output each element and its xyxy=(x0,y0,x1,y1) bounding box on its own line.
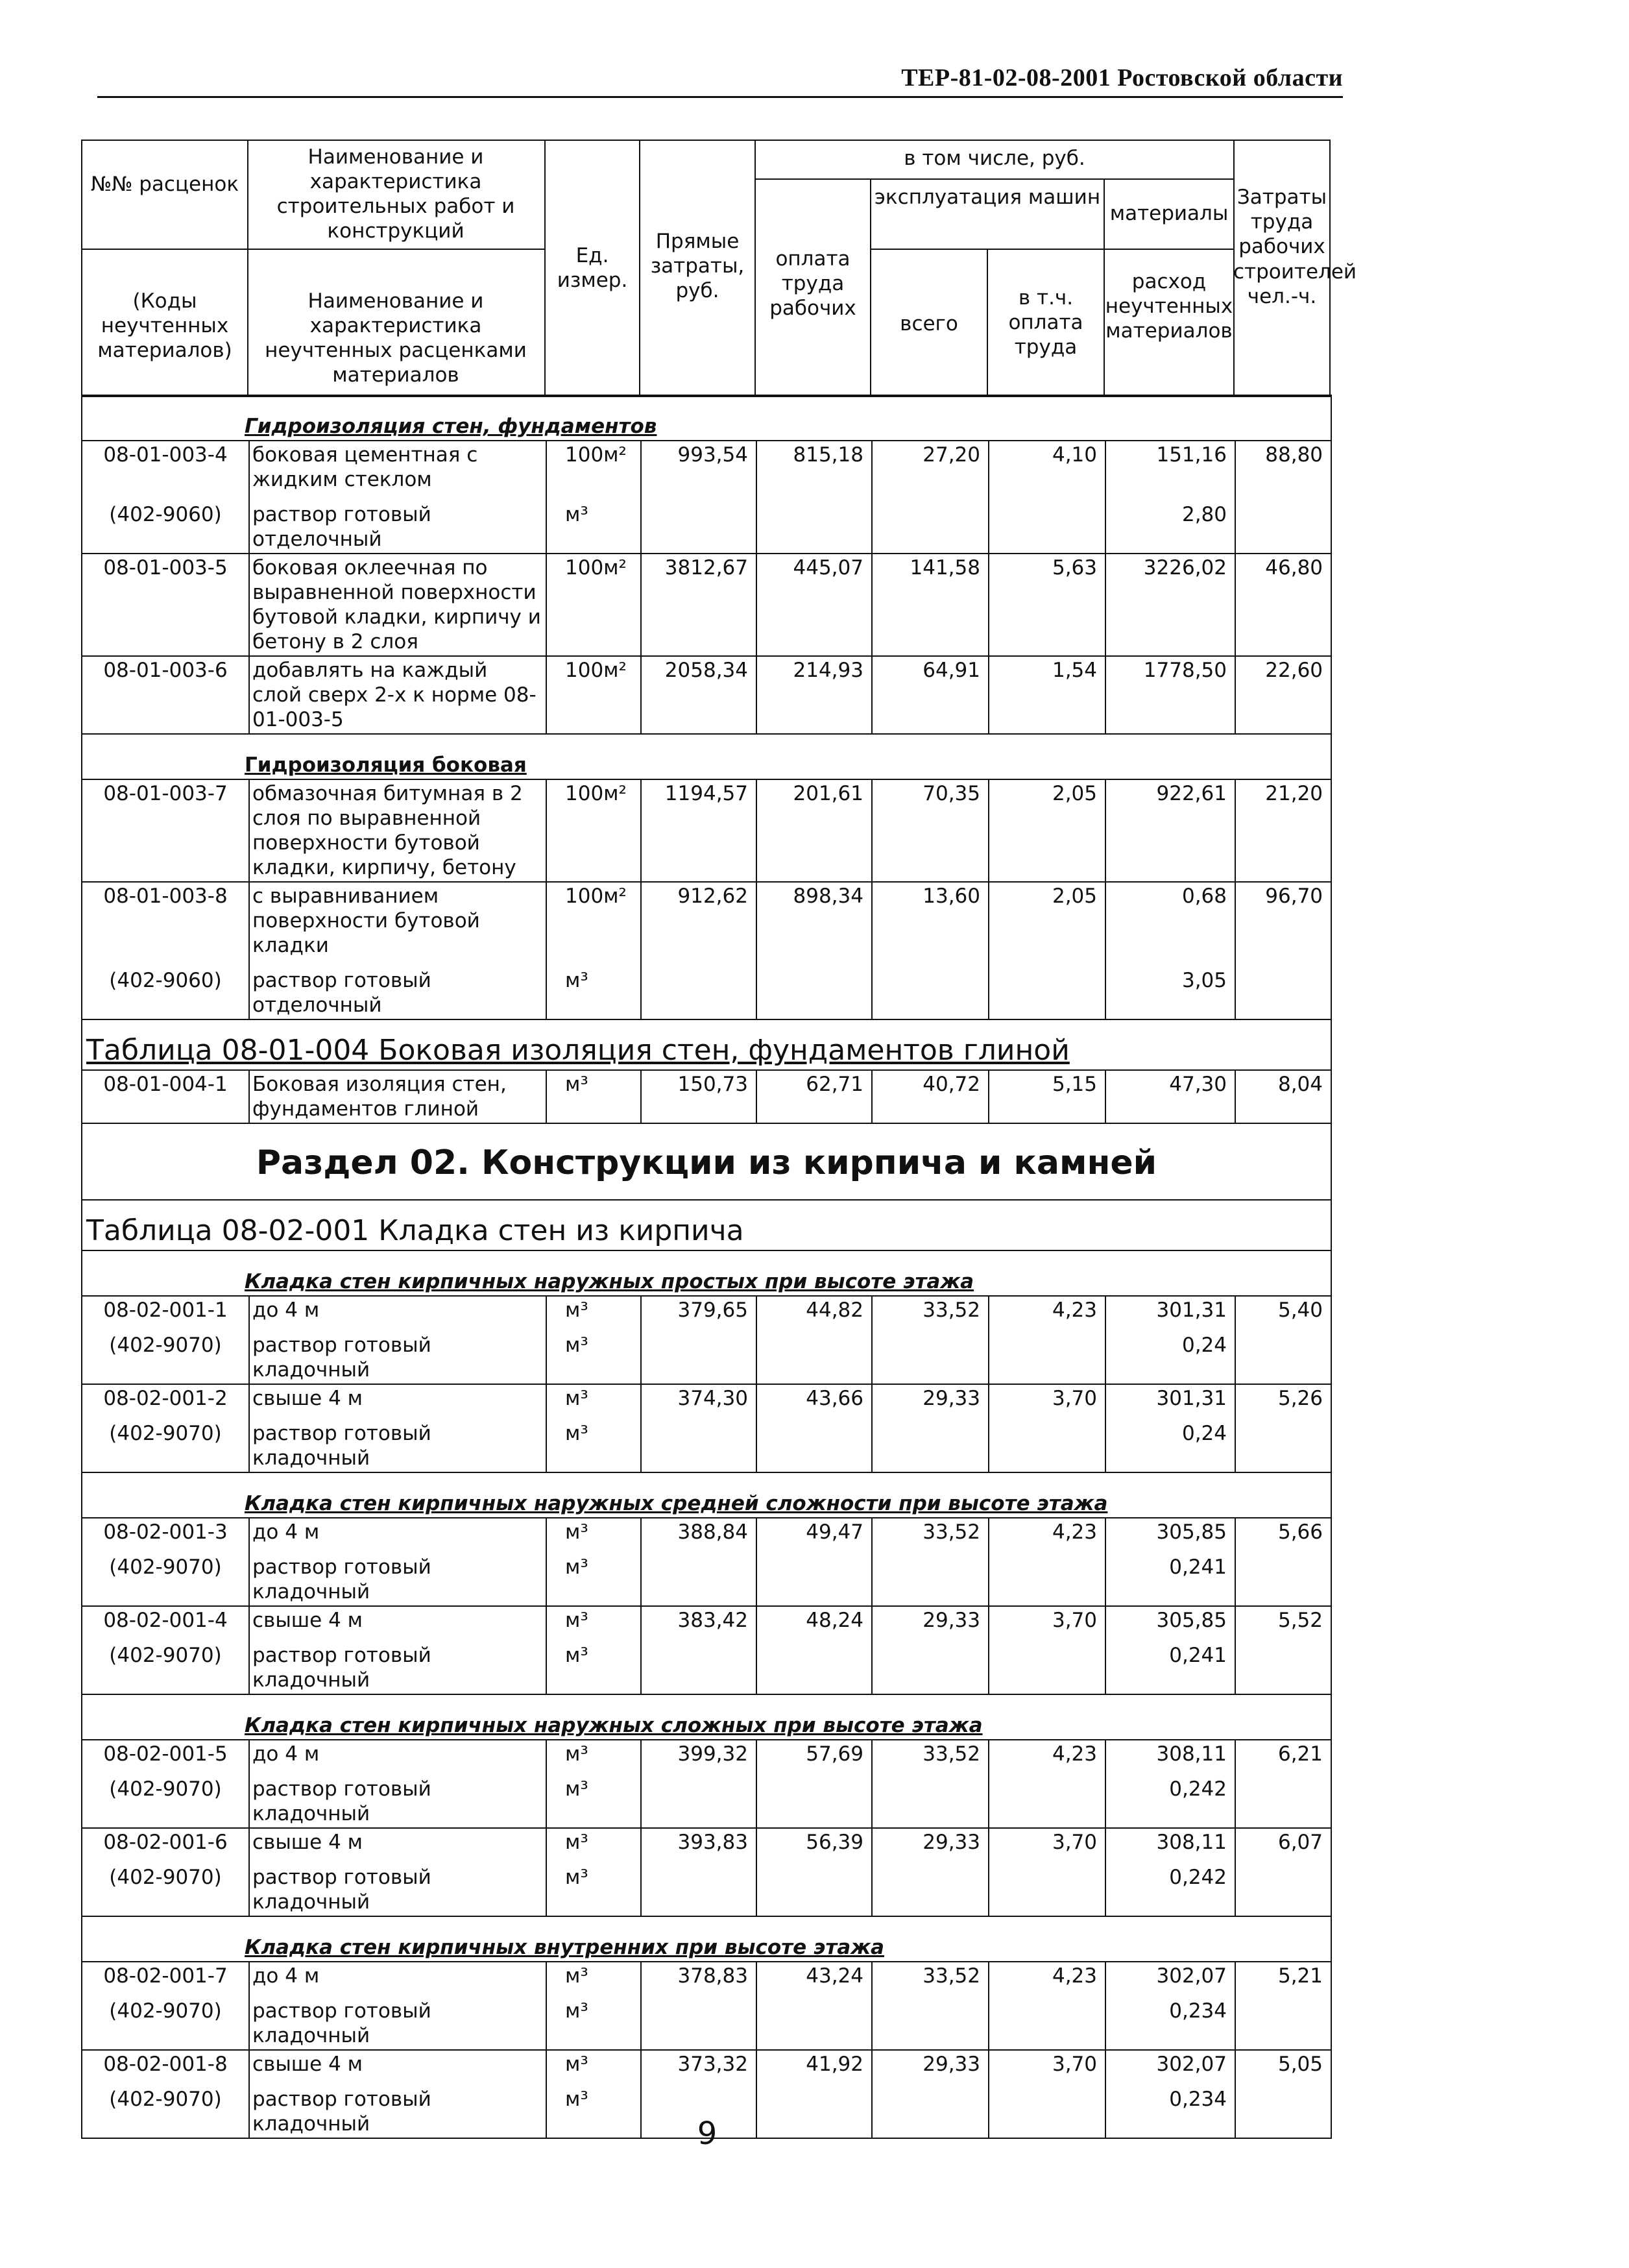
header-materials-divider xyxy=(1104,249,1235,250)
rate-direct-cost xyxy=(641,1324,756,1384)
rate-code: 08-02-001-8 xyxy=(82,2050,249,2078)
rate-machines-total xyxy=(872,1412,989,1472)
material-row xyxy=(82,1856,1331,1916)
rate-direct-cost: 993,54 xyxy=(641,441,756,493)
rate-name: боковая цементная с жидким стеклом xyxy=(249,441,546,493)
rate-machines-labor: 3,70 xyxy=(989,1384,1105,1412)
rate-materials: 3,05 xyxy=(1105,959,1235,1019)
rate-materials: 0,68 xyxy=(1105,882,1235,959)
rate-materials: 1778,50 xyxy=(1105,656,1235,734)
rate-labor-pay: 815,18 xyxy=(756,441,872,493)
rate-labor-pay xyxy=(756,2078,872,2138)
rate-code: 08-01-003-7 xyxy=(82,779,249,882)
rate-unit: 100м² xyxy=(546,779,641,882)
rate-machines-total: 29,33 xyxy=(872,2050,989,2078)
rate-unit: м³ xyxy=(546,1606,641,1634)
header-code-sub-label: (Коды неучтенных материалов) xyxy=(97,289,232,362)
rate-name: свыше 4 м xyxy=(249,2050,546,2078)
header-labor-pay-label: оплата труда рабочих xyxy=(769,247,856,320)
rate-labor-pay xyxy=(756,1856,872,1916)
rate-labor-cost: 88,80 xyxy=(1235,441,1331,493)
rate-unit: м³ xyxy=(546,1828,641,1856)
rate-direct-cost xyxy=(641,1412,756,1472)
rate-materials: 0,24 xyxy=(1105,1412,1235,1472)
rate-direct-cost: 399,32 xyxy=(641,1740,756,1768)
rate-row xyxy=(82,441,1331,493)
rate-materials: 0,241 xyxy=(1105,1634,1235,1694)
rate-row xyxy=(82,882,1331,959)
rate-name: раствор готовый кладочный xyxy=(249,2078,546,2138)
rate-direct-cost: 3812,67 xyxy=(641,554,756,656)
rate-materials: 151,16 xyxy=(1105,441,1235,493)
rate-name: с выравниванием поверхности бутовой кладки xyxy=(249,882,546,959)
header-unit-label: Ед. измер. xyxy=(557,244,628,292)
rate-direct-cost xyxy=(641,1546,756,1606)
rate-machines-total: 29,33 xyxy=(872,1828,989,1856)
rate-unit: м³ xyxy=(546,2050,641,2078)
rate-direct-cost xyxy=(641,1990,756,2050)
rate-direct-cost: 912,62 xyxy=(641,882,756,959)
header-code-divider xyxy=(81,249,248,250)
rate-name: Боковая изоляция стен, фундаментов глиной xyxy=(249,1070,546,1123)
rate-code: (402-9070) xyxy=(82,1546,249,1606)
rate-labor-cost: 96,70 xyxy=(1235,882,1331,959)
rate-name: обмазочная битумная в 2 слоя по выравненной поверхности бутовой кладки, кирпичу, бетону xyxy=(249,779,546,882)
rate-code: (402-9060) xyxy=(82,493,249,554)
rate-materials: 2,80 xyxy=(1105,493,1235,554)
rate-machines-labor xyxy=(989,1856,1105,1916)
rate-code: 08-02-001-7 xyxy=(82,1962,249,1990)
section-header-row xyxy=(82,734,1331,779)
rate-machines-labor xyxy=(989,2078,1105,2138)
rate-machines-total xyxy=(872,1768,989,1828)
rate-unit: м³ xyxy=(546,1412,641,1472)
section-header: Кладка стен кирпичных наружных простых при высоте этажа xyxy=(82,1250,1331,1296)
rate-name: раствор готовый кладочный xyxy=(249,1412,546,1472)
rate-code: 08-01-003-5 xyxy=(82,554,249,656)
rate-materials: 922,61 xyxy=(1105,779,1235,882)
rate-labor-cost: 46,80 xyxy=(1235,554,1331,656)
rate-machines-labor: 4,23 xyxy=(989,1740,1105,1768)
section-header: Кладка стен кирпичных внутренних при высоте этажа xyxy=(82,1916,1331,1962)
rate-labor-cost xyxy=(1235,1324,1331,1384)
rate-machines-total: 33,52 xyxy=(872,1962,989,1990)
rate-unit: 100м² xyxy=(546,656,641,734)
rate-direct-cost: 1194,57 xyxy=(641,779,756,882)
rate-row xyxy=(82,656,1331,734)
rate-direct-cost xyxy=(641,959,756,1019)
rate-labor-pay xyxy=(756,1412,872,1472)
rate-labor-pay: 56,39 xyxy=(756,1828,872,1856)
rate-name: свыше 4 м xyxy=(249,1606,546,1634)
rate-labor-pay: 44,82 xyxy=(756,1296,872,1324)
rate-labor-pay xyxy=(756,1324,872,1384)
rate-unit: м³ xyxy=(546,1384,641,1412)
section-header-row xyxy=(82,1694,1331,1740)
header-machines-total-label: всего xyxy=(900,312,958,335)
rate-labor-pay xyxy=(756,1546,872,1606)
rate-machines-total xyxy=(872,1634,989,1694)
rate-direct-cost: 379,65 xyxy=(641,1296,756,1324)
rate-name: добавлять на каждый слой сверх 2-х к норме 08-01-003-5 xyxy=(249,656,546,734)
rate-unit: 100м² xyxy=(546,554,641,656)
material-row xyxy=(82,959,1331,1019)
table-title-row xyxy=(82,1019,1331,1070)
header-materials-label: материалы xyxy=(1109,202,1229,225)
rate-direct-cost xyxy=(641,1768,756,1828)
rate-name: раствор готовый кладочный xyxy=(249,1856,546,1916)
rate-code: (402-9070) xyxy=(82,2078,249,2138)
rate-direct-cost: 388,84 xyxy=(641,1518,756,1546)
rate-labor-cost xyxy=(1235,1990,1331,2050)
rate-row xyxy=(82,1962,1331,1990)
rate-labor-pay: 201,61 xyxy=(756,779,872,882)
rate-machines-labor xyxy=(989,1546,1105,1606)
rate-name: раствор готовый отделочный xyxy=(249,959,546,1019)
rate-labor-cost xyxy=(1235,2078,1331,2138)
rate-materials: 301,31 xyxy=(1105,1296,1235,1324)
rate-labor-pay: 43,24 xyxy=(756,1962,872,1990)
rate-labor-pay: 445,07 xyxy=(756,554,872,656)
material-row xyxy=(82,1324,1331,1384)
material-row xyxy=(82,493,1331,554)
rate-labor-cost: 5,21 xyxy=(1235,1962,1331,1990)
rate-code: (402-9070) xyxy=(82,1634,249,1694)
rate-row xyxy=(82,1606,1331,1634)
rate-materials: 305,85 xyxy=(1105,1518,1235,1546)
material-row xyxy=(82,1412,1331,1472)
rate-direct-cost xyxy=(641,1856,756,1916)
rate-machines-total: 64,91 xyxy=(872,656,989,734)
rate-materials: 302,07 xyxy=(1105,2050,1235,2078)
rate-machines-total: 13,60 xyxy=(872,882,989,959)
rate-code: (402-9070) xyxy=(82,1412,249,1472)
rate-unit: м³ xyxy=(546,1990,641,2050)
rate-machines-labor: 5,63 xyxy=(989,554,1105,656)
rate-machines-total: 33,52 xyxy=(872,1518,989,1546)
rate-materials: 308,11 xyxy=(1105,1828,1235,1856)
rate-code: 08-01-004-1 xyxy=(82,1070,249,1123)
rate-code: (402-9070) xyxy=(82,1990,249,2050)
rate-labor-pay: 898,34 xyxy=(756,882,872,959)
material-row xyxy=(82,1634,1331,1694)
part-title: Раздел 02. Конструкции из кирпича и камней xyxy=(82,1123,1331,1200)
section-header-row xyxy=(82,1472,1331,1518)
rate-row xyxy=(82,2050,1331,2078)
rate-code: (402-9060) xyxy=(82,959,249,1019)
rate-unit: м³ xyxy=(546,1856,641,1916)
header-materials-sub-label: расход неучтенных материалов xyxy=(1105,270,1233,343)
rate-unit: м³ xyxy=(546,1518,641,1546)
rate-materials: 0,24 xyxy=(1105,1324,1235,1384)
rate-name: до 4 м xyxy=(249,1740,546,1768)
rate-machines-total: 29,33 xyxy=(872,1384,989,1412)
rate-labor-pay xyxy=(756,1990,872,2050)
rate-materials: 0,242 xyxy=(1105,1768,1235,1828)
rate-machines-total: 27,20 xyxy=(872,441,989,493)
rate-code: 08-01-003-4 xyxy=(82,441,249,493)
part-title-row xyxy=(82,1123,1331,1200)
section-header: Гидроизоляция боковая xyxy=(82,734,1331,779)
rate-code: (402-9070) xyxy=(82,1768,249,1828)
rate-materials: 0,234 xyxy=(1105,1990,1235,2050)
rate-labor-cost xyxy=(1235,1768,1331,1828)
rate-code: (402-9070) xyxy=(82,1856,249,1916)
rate-unit: м³ xyxy=(546,1546,641,1606)
rate-row xyxy=(82,1296,1331,1324)
material-row xyxy=(82,1768,1331,1828)
rate-name: раствор готовый кладочный xyxy=(249,1324,546,1384)
rate-machines-labor: 4,10 xyxy=(989,441,1105,493)
rate-code: 08-01-003-8 xyxy=(82,882,249,959)
rate-unit: м³ xyxy=(546,1768,641,1828)
rate-machines-total xyxy=(872,1546,989,1606)
rate-machines-total xyxy=(872,1324,989,1384)
rate-unit: 100м² xyxy=(546,441,641,493)
rate-materials: 308,11 xyxy=(1105,1740,1235,1768)
rate-labor-pay: 62,71 xyxy=(756,1070,872,1123)
rate-labor-cost: 21,20 xyxy=(1235,779,1331,882)
rate-machines-total: 29,33 xyxy=(872,1606,989,1634)
rate-labor-cost: 5,05 xyxy=(1235,2050,1331,2078)
rate-machines-labor xyxy=(989,1990,1105,2050)
rate-direct-cost: 383,42 xyxy=(641,1606,756,1634)
section-header-row xyxy=(82,395,1331,441)
rate-machines-labor: 3,70 xyxy=(989,1606,1105,1634)
header-incl-label: в том числе, руб. xyxy=(904,147,1085,170)
rate-name: до 4 м xyxy=(249,1296,546,1324)
rate-machines-total: 141,58 xyxy=(872,554,989,656)
rate-machines-labor xyxy=(989,1768,1105,1828)
rate-code: 08-02-001-2 xyxy=(82,1384,249,1412)
rate-unit: м³ xyxy=(546,959,641,1019)
rate-materials: 0,242 xyxy=(1105,1856,1235,1916)
header-labor-cost-sub-label: строителей чел.-ч. xyxy=(1233,260,1357,308)
rate-unit: м³ xyxy=(546,1070,641,1123)
rate-row xyxy=(82,779,1331,882)
rate-unit: м³ xyxy=(546,1962,641,1990)
header-machines-labor-label: в т.ч. оплата труда xyxy=(1008,286,1083,359)
rate-labor-cost: 5,26 xyxy=(1235,1384,1331,1412)
section-header-row xyxy=(82,1916,1331,1962)
section-header-row xyxy=(82,1250,1331,1296)
header-machines-label: эксплуатация машин xyxy=(874,186,1101,209)
rate-code: 08-02-001-4 xyxy=(82,1606,249,1634)
rate-machines-labor xyxy=(989,959,1105,1019)
rate-unit: 100м² xyxy=(546,882,641,959)
rate-unit: м³ xyxy=(546,1634,641,1694)
rate-labor-pay: 43,66 xyxy=(756,1384,872,1412)
rate-name: раствор готовый кладочный xyxy=(249,1546,546,1606)
rate-name: раствор готовый отделочный xyxy=(249,493,546,554)
table-title: Таблица 08-02-001 Кладка стен из кирпича xyxy=(82,1200,1331,1250)
rate-labor-cost xyxy=(1235,493,1331,554)
rate-materials: 0,241 xyxy=(1105,1546,1235,1606)
rate-machines-labor: 1,54 xyxy=(989,656,1105,734)
rate-direct-cost: 2058,34 xyxy=(641,656,756,734)
rate-machines-total: 70,35 xyxy=(872,779,989,882)
rate-name: свыше 4 м xyxy=(249,1828,546,1856)
rate-labor-pay: 48,24 xyxy=(756,1606,872,1634)
rate-machines-labor: 4,23 xyxy=(989,1518,1105,1546)
table-column-header xyxy=(81,140,1357,396)
rate-name: раствор готовый кладочный xyxy=(249,1768,546,1828)
rate-labor-cost: 6,21 xyxy=(1235,1740,1331,1768)
rate-labor-cost: 8,04 xyxy=(1235,1070,1331,1123)
table-title: Таблица 08-01-004 Боковая изоляция стен, фундаментов глиной xyxy=(82,1019,1331,1070)
rate-machines-total xyxy=(872,493,989,554)
rate-direct-cost xyxy=(641,1634,756,1694)
rate-machines-labor: 3,70 xyxy=(989,1828,1105,1856)
rate-labor-pay: 49,47 xyxy=(756,1518,872,1546)
header-name-sub-label: Наименование и характеристика неучтенных расценками материалов xyxy=(265,289,527,387)
rate-code: (402-9070) xyxy=(82,1324,249,1384)
rate-direct-cost: 393,83 xyxy=(641,1828,756,1856)
rate-code: 08-02-001-5 xyxy=(82,1740,249,1768)
rate-machines-labor: 2,05 xyxy=(989,779,1105,882)
rate-machines-labor: 2,05 xyxy=(989,882,1105,959)
rate-labor-pay: 214,93 xyxy=(756,656,872,734)
rate-labor-cost xyxy=(1235,1412,1331,1472)
rate-direct-cost: 374,30 xyxy=(641,1384,756,1412)
rate-machines-total: 33,52 xyxy=(872,1296,989,1324)
rate-machines-labor: 5,15 xyxy=(989,1070,1105,1123)
rate-unit: м³ xyxy=(546,2078,641,2138)
rate-unit: м³ xyxy=(546,493,641,554)
rate-name: раствор готовый кладочный xyxy=(249,1634,546,1694)
section-header: Гидроизоляция стен, фундаментов xyxy=(82,395,1331,441)
rate-materials: 0,234 xyxy=(1105,2078,1235,2138)
rate-unit: м³ xyxy=(546,1296,641,1324)
rate-labor-cost: 5,52 xyxy=(1235,1606,1331,1634)
material-row xyxy=(82,1990,1331,2050)
section-header: Кладка стен кирпичных наружных средней сложности при высоте этажа xyxy=(82,1472,1331,1518)
rate-labor-pay xyxy=(756,493,872,554)
rate-machines-total xyxy=(872,1990,989,2050)
rate-name: раствор готовый кладочный xyxy=(249,1990,546,2050)
rate-unit: м³ xyxy=(546,1740,641,1768)
rate-labor-cost: 22,60 xyxy=(1235,656,1331,734)
rate-direct-cost: 373,32 xyxy=(641,2050,756,2078)
rate-row xyxy=(82,1070,1331,1123)
rate-labor-cost xyxy=(1235,959,1331,1019)
rate-direct-cost xyxy=(641,493,756,554)
rate-labor-cost: 5,66 xyxy=(1235,1518,1331,1546)
rate-row xyxy=(82,1740,1331,1768)
rates-table xyxy=(81,395,1332,2139)
rate-labor-cost xyxy=(1235,1856,1331,1916)
page-number: 9 xyxy=(697,2116,718,2152)
rate-name: боковая оклеечная по выравненной поверхности бутовой кладки, кирпичу и бетону в 2 слоя xyxy=(249,554,546,656)
rate-code: 08-01-003-6 xyxy=(82,656,249,734)
rate-machines-labor xyxy=(989,1634,1105,1694)
document-header-title: ТЕР-81-02-08-2001 Ростовской области xyxy=(901,64,1343,91)
rate-labor-cost: 6,07 xyxy=(1235,1828,1331,1856)
rate-machines-labor: 4,23 xyxy=(989,1962,1105,1990)
rate-labor-cost xyxy=(1235,1634,1331,1694)
header-name-divider xyxy=(247,249,546,250)
rate-code: 08-02-001-3 xyxy=(82,1518,249,1546)
rate-direct-cost: 150,73 xyxy=(641,1070,756,1123)
rate-labor-cost: 5,40 xyxy=(1235,1296,1331,1324)
rate-machines-total xyxy=(872,959,989,1019)
rate-labor-cost xyxy=(1235,1546,1331,1606)
rate-row xyxy=(82,1384,1331,1412)
rate-code: 08-02-001-6 xyxy=(82,1828,249,1856)
header-code-label: №№ расценок xyxy=(90,173,239,196)
rate-materials: 302,07 xyxy=(1105,1962,1235,1990)
rate-machines-total xyxy=(872,2078,989,2138)
rate-materials: 301,31 xyxy=(1105,1384,1235,1412)
rate-machines-labor: 4,23 xyxy=(989,1296,1105,1324)
section-header: Кладка стен кирпичных наружных сложных при высоте этажа xyxy=(82,1694,1331,1740)
rate-code: 08-02-001-1 xyxy=(82,1296,249,1324)
rate-machines-labor xyxy=(989,1324,1105,1384)
rate-labor-pay: 57,69 xyxy=(756,1740,872,1768)
header-rule xyxy=(97,96,1343,98)
rate-row xyxy=(82,1828,1331,1856)
header-direct-label: Прямые затраты, руб. xyxy=(650,230,745,302)
rate-materials: 3226,02 xyxy=(1105,554,1235,656)
header-name-label: Наименование и характеристика строительных работ и конструкций xyxy=(276,145,515,243)
rate-unit: м³ xyxy=(546,1324,641,1384)
rate-row xyxy=(82,554,1331,656)
rate-labor-pay xyxy=(756,1768,872,1828)
rate-labor-pay: 41,92 xyxy=(756,2050,872,2078)
material-row xyxy=(82,1546,1331,1606)
rate-machines-labor xyxy=(989,493,1105,554)
rate-materials: 305,85 xyxy=(1105,1606,1235,1634)
rate-direct-cost: 378,83 xyxy=(641,1962,756,1990)
table-title-row xyxy=(82,1200,1331,1250)
header-labor-cost-label: Затраты труда рабочих xyxy=(1237,186,1327,258)
rate-machines-labor: 3,70 xyxy=(989,2050,1105,2078)
rate-machines-total: 33,52 xyxy=(872,1740,989,1768)
rate-name: до 4 м xyxy=(249,1518,546,1546)
rate-name: до 4 м xyxy=(249,1962,546,1990)
rate-machines-labor xyxy=(989,1412,1105,1472)
rate-materials: 47,30 xyxy=(1105,1070,1235,1123)
rate-labor-pay xyxy=(756,1634,872,1694)
rate-machines-total: 40,72 xyxy=(872,1070,989,1123)
rate-row xyxy=(82,1518,1331,1546)
rate-machines-total xyxy=(872,1856,989,1916)
rate-labor-pay xyxy=(756,959,872,1019)
rate-name: свыше 4 м xyxy=(249,1384,546,1412)
